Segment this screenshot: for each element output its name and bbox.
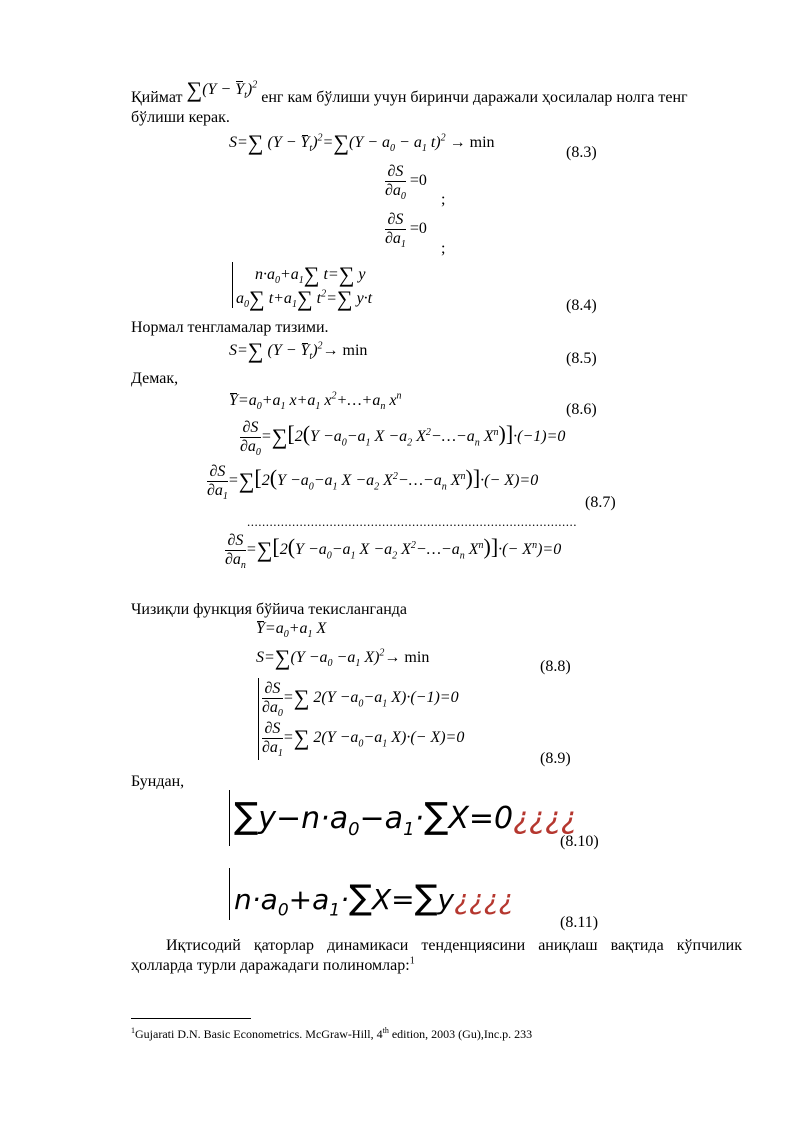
semicolon-1: ;	[441, 191, 446, 208]
equation-8-9-row1: $\frac{\partial S}{\partial a_0}$ =∑ $2(Y -a_0-a_1$ X)·(−1)=0	[262, 680, 459, 720]
equation-label-8-9: (8.9)	[540, 750, 571, 767]
equation-label-8-3: (8.3)	[566, 144, 597, 161]
equation-label-8-6: (8.6)	[566, 401, 597, 418]
brace-8-11	[229, 868, 230, 920]
equation-label-8-11: (8.11)	[560, 914, 599, 931]
equation-label-8-10: (8.10)	[560, 833, 599, 850]
equation-8-7-a0: $\frac{\partial S}{\partial a_0}$ $=\sum[2(Y -a_0-a_1$ $X -a_2$ $X^2-\dots-a_n$ $X^n)]\cdot(-1)=0$	[240, 419, 566, 459]
equation-label-8-8: (8.8)	[540, 658, 571, 675]
derivative-a1: $\frac{\partial S}{\partial a_1}$ =0	[385, 211, 427, 251]
intro-sum-expression: $\sum(Y - Y_t)^2$	[186, 77, 258, 102]
dotted-separator: ........................................................................................	[247, 514, 577, 529]
intro-rest: енг кам бўлиши учун биринчи даражали ҳосилалар нолга тенг	[261, 89, 688, 106]
equation-8-7-a1: $\frac{\partial S}{\partial a_1}$ $=\sum[2(Y -a_0-a_1$ $X -a_2$ $X^2-\dots-a_n$ $X^n)]\cdot(- X)=0$	[207, 463, 539, 503]
equation-8-7-an: $\frac{\partial S}{\partial a_n}$ $=\sum[2(Y -a_0-a_1$ $X -a_2$ $X^2-\dots-a_n$ $X^n)]\cdot(- X^n)=0$	[225, 532, 562, 572]
linear-function-text: Чизиқли функция бўйича текисланганда	[131, 601, 408, 618]
bundan-text: Бундан,	[131, 773, 185, 790]
demak-text: Демак,	[131, 370, 179, 387]
equation-label-8-7: (8.7)	[585, 494, 616, 511]
footnote-text-a: Gujarati D.N. Basic Econometrics. McGraw-Hill, 4	[135, 1027, 383, 1041]
intro-lead: Қиймат	[131, 89, 183, 106]
garbled-chars-8-10: ¿¿¿¿	[513, 801, 577, 836]
footnote-reference: 1	[409, 955, 415, 967]
footnote-sup: th	[382, 1026, 389, 1035]
footnote-text-b: edition, 2003 (Gu),Inc.p. 233	[388, 1027, 533, 1041]
footnote	[131, 1027, 532, 1042]
equation-8-11: $n\cdot a_0+a_1\cdot\sum X=\sum y¿¿¿¿$	[234, 878, 514, 921]
system-brace-8-9	[258, 678, 259, 760]
derivative-a0: $\frac{\partial S}{\partial a_0}$ =0	[385, 163, 427, 203]
equation-8-3: S=∑ $(Y - Y_t)^2=\sum(Y - a_0 - a_1$ t)$^2$ → min	[229, 130, 495, 155]
footnote-mark: 1	[131, 1026, 135, 1035]
equation-8-8-row2: $S=\sum(Y -a_0 -a_1$ X)$^2$→ min	[256, 645, 430, 670]
footnote-rule	[131, 1018, 251, 1019]
equation-8-9-row2: $\frac{\partial S}{\partial a_1}$ =∑ $2(Y -a_0-a_1$ X)·(− X)=0	[262, 720, 465, 760]
equation-8-10: $\sum y-n\cdot a_0-a_1\cdot\sum X=0¿¿¿¿$	[234, 796, 577, 840]
paragraph-polynomials-line2	[131, 956, 415, 976]
brace-8-10	[229, 790, 230, 846]
system-brace-8-4	[232, 262, 233, 308]
equation-8-6: $Y=a_0+a_1$ $x+a_1$ $x^2+\dots+a_n$ $x^n$	[229, 390, 402, 413]
garbled-chars-8-11: ¿¿¿¿	[454, 883, 514, 916]
paragraph-polynomials-line1: Иқтисодий қаторлар динамикаси тенденциясини аниқлаш вақтида кўпчилик	[166, 937, 742, 954]
equation-label-8-5: (8.5)	[566, 350, 597, 367]
semicolon-2: ;	[441, 240, 446, 257]
equation-label-8-4: (8.4)	[566, 297, 597, 314]
polynomials-text: ҳолларда турли даражадаги полиномлар:	[131, 957, 410, 974]
equation-8-5: S=∑ $(Y - Y_t)^2\to \min$	[229, 338, 368, 363]
system-8-4-row2: $a_0\sum$ $t+a_1\sum$ $t^2=\sum$ y·t	[236, 286, 373, 311]
system-8-4-row1: $n\cdot a_0+a_1\sum$ t=∑ y	[255, 262, 366, 287]
intro-line2: бўлиши керак.	[131, 109, 230, 126]
paragraph-intro	[131, 77, 688, 108]
normal-equations-text: Нормал тенгламалар тизими.	[131, 319, 329, 336]
equation-8-8-row1: $Y=a_0+a_1$ X	[256, 620, 327, 641]
